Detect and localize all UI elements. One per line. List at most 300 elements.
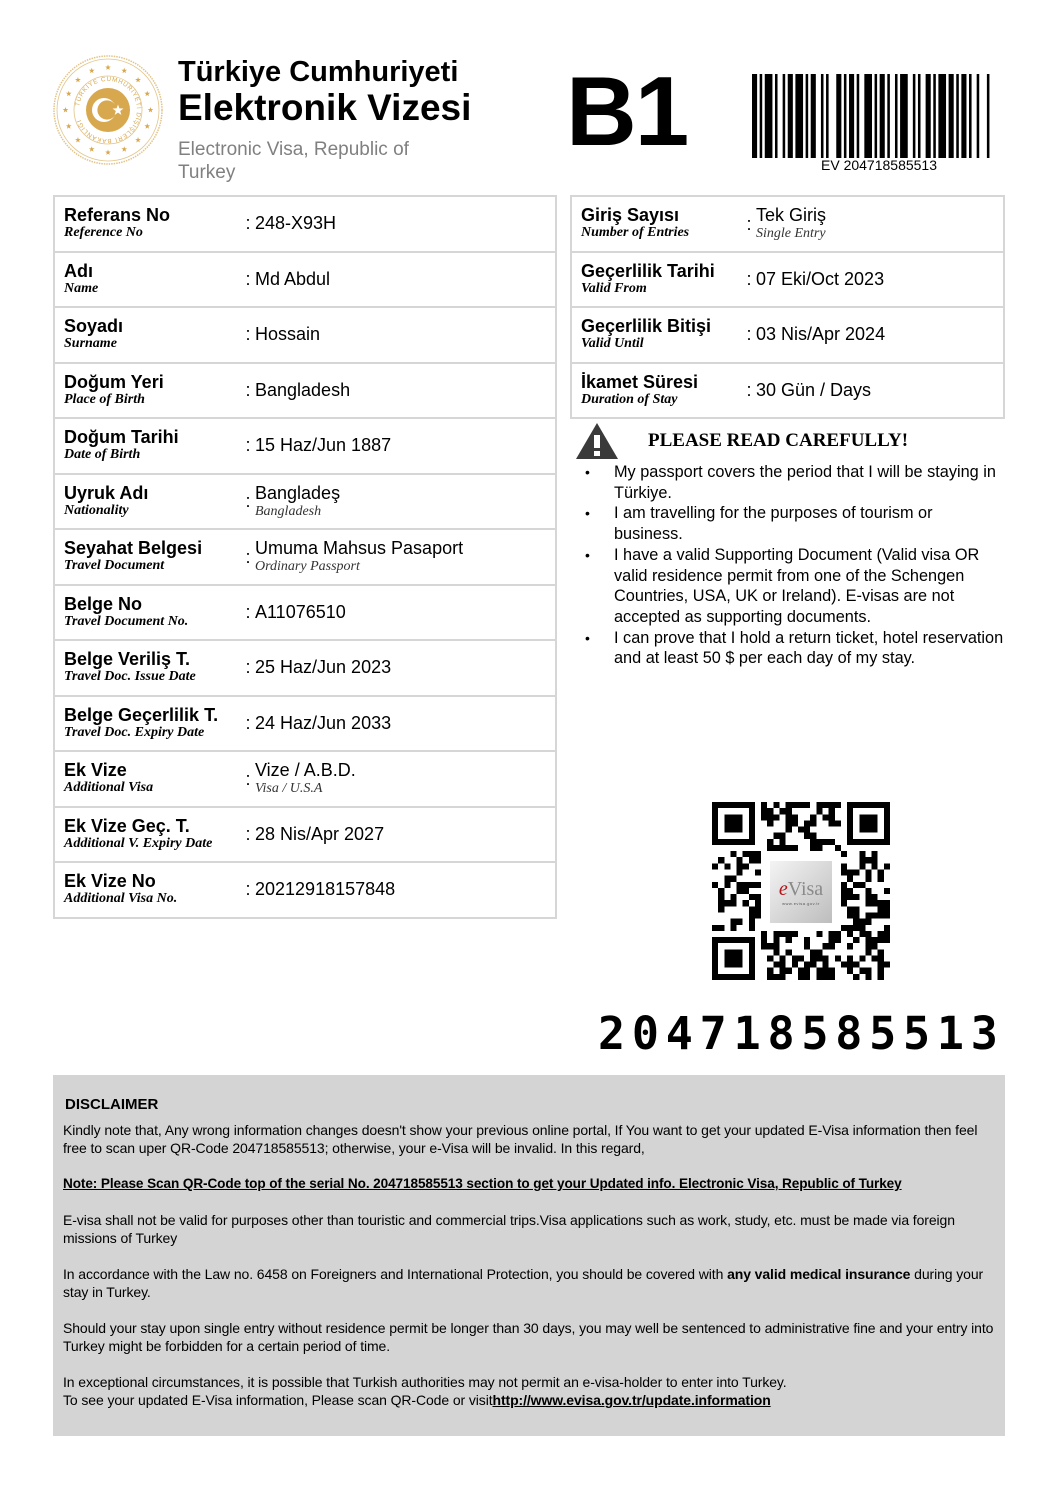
qr-module (841, 894, 847, 900)
disclaimer-paragraph-1: Kindly note that, Any wrong information changes doesn't show your previous online portal, If You want to get your updated E-Visa information then feel free to scan uper QR-Code 204718585513; otherwise, your e-Visa will be invalid. In this regard, (63, 1122, 978, 1156)
barcode-bar (821, 74, 824, 158)
qr-module (847, 962, 853, 968)
qr-module (798, 955, 804, 961)
table-row (54, 640, 556, 696)
qr-module (841, 962, 847, 968)
field-value: Umuma Mahsus Pasaport (255, 538, 464, 559)
serial-digit: 2 (598, 1007, 626, 1060)
field-label-tr: Ek Vize (64, 760, 127, 781)
qr-module (884, 962, 890, 968)
barcode-bar (788, 74, 793, 158)
qr-module (859, 857, 865, 863)
qr-module (749, 894, 755, 900)
qr-module (835, 845, 841, 851)
qr-module (829, 968, 835, 974)
field-label-en: Name (64, 280, 99, 296)
qr-module (859, 863, 865, 869)
serial-digit: 8 (767, 1007, 795, 1060)
serial-digit: 1 (733, 1007, 761, 1060)
field-colon: : (245, 823, 251, 844)
qr-module (737, 863, 743, 869)
qr-module (865, 937, 871, 943)
warning-item: • My passport covers the period that I will be staying in Türkiye. (575, 462, 1005, 503)
qr-module (737, 857, 743, 863)
barcode-bar (987, 74, 990, 158)
field-label-tr: Giriş Sayısı (581, 205, 680, 226)
qr-module (737, 882, 743, 888)
qr-module (767, 839, 773, 845)
field-value-wrap (255, 483, 340, 520)
seal-star-icon (66, 91, 72, 96)
qr-module (872, 912, 878, 918)
qr-module (718, 857, 724, 863)
qr-module (810, 955, 816, 961)
qr-module (755, 851, 761, 857)
qr-module (829, 839, 835, 845)
field-value: 248-X93H (255, 213, 337, 234)
qr-module (755, 906, 761, 912)
field-colon: : (245, 268, 251, 289)
seal-star-icon (105, 150, 111, 155)
qr-module (761, 802, 767, 808)
field-label-tr: Ek Vize Geç. T. (64, 815, 190, 836)
qr-module (767, 974, 773, 980)
seal-star-icon (89, 146, 95, 151)
barcode-bar (895, 74, 898, 158)
seal-star-icon (148, 107, 154, 112)
qr-module (786, 814, 792, 820)
qr-module (859, 814, 877, 832)
qr-module (767, 808, 773, 814)
qr-module (853, 894, 859, 900)
qr-module (780, 839, 786, 845)
evisa-logo-sub: www.evisa.gov.tr (782, 900, 820, 906)
disclaimer-box (53, 1075, 1005, 1436)
field-label-en: Place of Birth (64, 391, 145, 407)
field-value-wrap (255, 269, 330, 290)
barcode-bar (864, 74, 872, 158)
warning-title: PLEASE READ CAREFULLY! (648, 430, 909, 451)
qr-module (773, 845, 779, 851)
ministry-seal-logo (52, 54, 164, 166)
qr-module (872, 894, 878, 900)
barcode-bar (783, 74, 786, 158)
field-value-wrap (255, 713, 391, 734)
barcode-bar (806, 74, 809, 158)
field-label-en: Additional V. Expiry Date (64, 835, 213, 851)
serial-digit: 0 (631, 1007, 659, 1060)
qr-module (847, 906, 853, 912)
field-value-wrap (756, 269, 884, 290)
field-value-wrap (255, 435, 391, 456)
qr-module (865, 894, 871, 900)
qr-module (773, 833, 779, 839)
qr-module (829, 808, 835, 814)
qr-module (810, 845, 816, 851)
table-row (54, 751, 556, 807)
field-label-en: Travel Document (64, 558, 165, 574)
qr-module (761, 814, 767, 820)
qr-module (792, 802, 798, 808)
qr-module (835, 931, 841, 937)
field-label (55, 484, 241, 519)
qr-module (786, 845, 792, 851)
field-label-en: Surname (64, 336, 117, 352)
qr-module (853, 882, 859, 888)
field-label-tr: Geçerlilik Tarihi (581, 260, 715, 281)
table-row (54, 862, 556, 918)
qr-module (816, 955, 822, 961)
qr-module (749, 906, 755, 912)
barcode-bar (938, 74, 946, 158)
qr-module (872, 937, 878, 943)
visa-details-table (570, 195, 1005, 419)
table-row (571, 252, 1004, 308)
barcode-bar (836, 74, 841, 158)
table-row (571, 307, 1004, 363)
field-label-tr: Geçerlilik Bitişi (581, 316, 712, 337)
qr-module (853, 974, 859, 980)
field-value-wrap (255, 213, 336, 234)
field-label-tr: Adı (64, 260, 93, 281)
qr-module (810, 962, 816, 968)
field-value: 25 Haz/Jun 2023 (255, 657, 392, 678)
document-title-block (178, 56, 518, 184)
disclaimer-paragraph-5: In exceptional circumstances, it is possible that Turkish authorities may not permit an e-visa-holder to enter into Turkey. To see your updated E-Visa information, Please scan QR-Code or visithttp://www.evisa.gov.tr/update.information (63, 1374, 787, 1408)
qr-module (792, 820, 798, 826)
qr-module (872, 943, 878, 949)
qr-module (884, 937, 890, 943)
qr-module (822, 974, 828, 980)
title-subtitle: Electronic Visa, Republic of Turkey (178, 139, 409, 183)
qr-module (712, 863, 718, 869)
qr-module (724, 876, 730, 882)
field-value-wrap (255, 324, 320, 345)
qr-module (853, 906, 859, 912)
seal-star-icon (135, 77, 141, 82)
table-row (54, 474, 556, 530)
qr-module (718, 894, 724, 900)
barcode-bar (765, 74, 773, 158)
field-value-wrap (255, 538, 463, 575)
field-label-tr: Soyadı (64, 316, 124, 337)
field-value-wrap (255, 602, 346, 623)
disclaimer-paragraph-2: E-visa shall not be valid for purposes other than touristic and commercial trips.Visa applications such as work, study, etc. must be made via foreign missions of Turkey (63, 1212, 955, 1246)
qr-module (786, 949, 792, 955)
qr-module (835, 955, 841, 961)
seal-star-icon (75, 77, 81, 82)
field-value-wrap (255, 657, 391, 678)
barcode-bar (880, 74, 885, 158)
qr-module (786, 802, 792, 808)
qr-module (859, 851, 865, 857)
field-value: Vize / A.B.D. (255, 760, 356, 781)
qr-module (749, 851, 755, 857)
serial-digit: 1 (936, 1007, 964, 1060)
qr-module (853, 937, 859, 943)
qr-module (865, 919, 871, 925)
qr-module (724, 814, 742, 832)
qr-module (822, 962, 828, 968)
field-label (55, 872, 241, 907)
qr-module (724, 949, 742, 967)
qr-module (743, 882, 749, 888)
field-value-wrap (255, 760, 356, 797)
qr-module (730, 876, 736, 882)
field-colon: : (746, 324, 752, 345)
qr-module (853, 912, 859, 918)
field-label-tr: Ek Vize No (64, 871, 156, 892)
field-label (55, 317, 241, 352)
barcode-bar (918, 74, 921, 158)
field-value-en: Visa / U.S.A (255, 781, 323, 797)
qr-module (872, 863, 878, 869)
qr-module (884, 931, 890, 937)
qr-module (878, 968, 884, 974)
seal-star-icon (121, 68, 127, 73)
field-label-en: Travel Doc. Issue Date (64, 669, 196, 685)
barcode-bar (933, 74, 936, 158)
qr-module (755, 857, 761, 863)
field-label-en: Nationality (64, 502, 129, 518)
qr-module (859, 931, 865, 937)
qr-module (865, 949, 871, 955)
qr-module (786, 937, 792, 943)
qr-module (810, 949, 816, 955)
field-label-tr: Seyahat Belgesi (64, 538, 203, 559)
qr-module (792, 845, 798, 851)
qr-module (816, 839, 822, 845)
qr-module (767, 943, 773, 949)
qr-module (749, 857, 755, 863)
seal-star-icon (89, 68, 95, 73)
qr-module (878, 949, 884, 955)
disclaimer-paragraph-4: Should your stay upon single entry without residence permit be longer than 30 days, you may well be sentenced to administrative fine and your entry into Turkey might be forbidden for a certain period of time. (63, 1320, 994, 1354)
qr-module (859, 882, 865, 888)
qr-module (767, 820, 773, 826)
field-value: Tek Giriş (756, 205, 827, 226)
qr-module (878, 900, 884, 906)
table-row (54, 363, 556, 419)
qr-module (878, 870, 884, 876)
field-label (55, 650, 241, 685)
qr-module (810, 814, 816, 820)
qr-module (780, 955, 786, 961)
field-value: 28 Nis/Apr 2027 (255, 823, 385, 844)
qr-module (872, 857, 878, 863)
field-label (572, 262, 742, 297)
barcode-bar (949, 74, 954, 158)
table-row (54, 307, 556, 363)
field-value: 07 Eki/Oct 2023 (756, 268, 885, 289)
qr-module (816, 802, 822, 808)
qr-module (804, 820, 810, 826)
field-colon: : (245, 768, 251, 789)
warning-triangle-icon (575, 422, 619, 460)
field-colon: : (746, 213, 752, 234)
qr-module (718, 888, 724, 894)
qr-module (773, 974, 779, 980)
barcode-bar (775, 74, 778, 158)
medical-insurance-emphasis: any valid medical insurance (727, 1266, 911, 1282)
qr-module (780, 845, 786, 851)
field-label (55, 428, 241, 463)
field-label-en: Travel Doc. Expiry Date (64, 724, 205, 740)
table-row (571, 363, 1004, 419)
qr-module (773, 943, 779, 949)
table-row (571, 196, 1004, 252)
field-label-en: Duration of Stay (581, 391, 678, 407)
qr-module (884, 863, 890, 869)
qr-module (878, 906, 884, 912)
disclaimer-note: Note: Please Scan QR-Code top of the serial No. 204718585513 section to get your Updated info. Electronic Visa, Republic of Turkey (63, 1176, 902, 1191)
qr-module (865, 968, 871, 974)
qr-module (878, 974, 884, 980)
evisa-logo-text: Visa (787, 877, 824, 900)
qr-module (829, 931, 835, 937)
qr-module (878, 912, 884, 918)
field-label-en: Additional Visa No. (64, 891, 178, 907)
field-colon: : (245, 601, 251, 622)
field-label-tr: Belge Geçerlilik T. (64, 704, 219, 725)
qr-module (773, 949, 779, 955)
field-value-en: Single Entry (756, 226, 826, 242)
qr-module (865, 931, 871, 937)
field-label-en: Travel Document No. (64, 613, 189, 629)
field-label-en: Valid From (581, 280, 647, 296)
field-colon: : (245, 379, 251, 400)
field-label-tr: Doğum Tarihi (64, 427, 179, 448)
barcode-bar (887, 74, 890, 158)
qr-module (737, 888, 743, 894)
field-value: Md Abdul (255, 268, 331, 289)
table-row (54, 418, 556, 474)
qr-module (804, 962, 810, 968)
qr-module (847, 925, 853, 931)
field-label (55, 373, 241, 408)
barcode-text: EV 204718585513 (821, 157, 937, 173)
field-value-en: Bangladesh (255, 503, 322, 519)
field-colon: : (245, 657, 251, 678)
qr-module (878, 876, 884, 882)
field-value: A11076510 (255, 601, 346, 622)
qr-module (829, 814, 835, 820)
qr-module (841, 925, 847, 931)
seal-star-icon (144, 123, 150, 128)
qr-module (798, 974, 804, 980)
qr-module (872, 851, 878, 857)
qr-module (792, 814, 798, 820)
barcode-bar (844, 74, 847, 158)
qr-module (878, 931, 884, 937)
qr-module (798, 827, 804, 833)
qr-module (780, 974, 786, 980)
qr-module (865, 876, 871, 882)
qr-module (859, 919, 865, 925)
field-label-en: Reference No (64, 225, 143, 241)
serial-digit: 5 (801, 1007, 829, 1060)
disclaimer-paragraph-3: In accordance with the Law no. 6458 on Foreigners and International Protection, you should be covered with any valid medical insurance during your stay in Turkey. (63, 1266, 984, 1300)
qr-module (835, 820, 841, 826)
qr-module (730, 894, 736, 900)
qr-module (730, 919, 736, 925)
qr-module (847, 968, 853, 974)
qr-module (884, 906, 890, 912)
qr-module (755, 900, 761, 906)
qr-module (718, 900, 724, 906)
barcode-bar (849, 74, 854, 158)
qr-module (761, 937, 767, 943)
qr-module (786, 931, 792, 937)
field-colon: : (245, 546, 251, 567)
field-colon: : (245, 491, 251, 512)
qr-module (804, 943, 810, 949)
barcode-bar (857, 74, 860, 158)
table-row (54, 696, 556, 752)
field-label (55, 539, 241, 574)
qr-module (755, 870, 761, 876)
qr-module (780, 808, 786, 814)
qr-module (798, 968, 804, 974)
field-label-tr: Doğum Yeri (64, 371, 164, 392)
qr-module (841, 870, 847, 876)
qr-module (712, 925, 718, 931)
qr-module (786, 968, 792, 974)
qr-module (804, 802, 810, 808)
qr-module (712, 882, 718, 888)
qr-module (780, 962, 786, 968)
qr-module (872, 900, 878, 906)
qr-module (804, 827, 810, 833)
qr-module (743, 863, 749, 869)
qr-module (847, 943, 853, 949)
qr-module (737, 870, 743, 876)
barcode-bar (956, 74, 959, 158)
qr-module (804, 968, 810, 974)
update-info-link[interactable]: http://www.evisa.gov.tr/update.information (492, 1392, 771, 1408)
qr-module (749, 919, 755, 925)
qr-module (853, 919, 859, 925)
barcode-bar (926, 74, 931, 158)
seal-star-icon (105, 65, 111, 70)
field-label (572, 373, 742, 408)
qr-module (724, 863, 730, 869)
qr-module (767, 968, 773, 974)
qr-module (878, 955, 884, 961)
qr-module (730, 851, 736, 857)
visa-type-code: B1 (566, 56, 688, 166)
field-label (572, 317, 742, 352)
field-label-tr: İkamet Süresi (581, 371, 699, 392)
qr-module (847, 931, 853, 937)
qr-module (829, 802, 835, 808)
qr-module (853, 870, 859, 876)
field-colon: : (245, 435, 251, 456)
qr-module (743, 851, 749, 857)
qr-module (884, 912, 890, 918)
qr-module (786, 820, 792, 826)
field-label-en: Number of Entries (581, 225, 690, 241)
field-value: 15 Haz/Jun 1887 (255, 435, 392, 456)
warning-item: • I am travelling for the purposes of tourism or business. (575, 503, 1005, 544)
qr-module (865, 857, 871, 863)
qr-module (773, 931, 779, 937)
qr-module (792, 962, 798, 968)
qr-module (835, 937, 841, 943)
qr-module (865, 870, 871, 876)
qr-module (847, 955, 853, 961)
qr-module (865, 943, 871, 949)
